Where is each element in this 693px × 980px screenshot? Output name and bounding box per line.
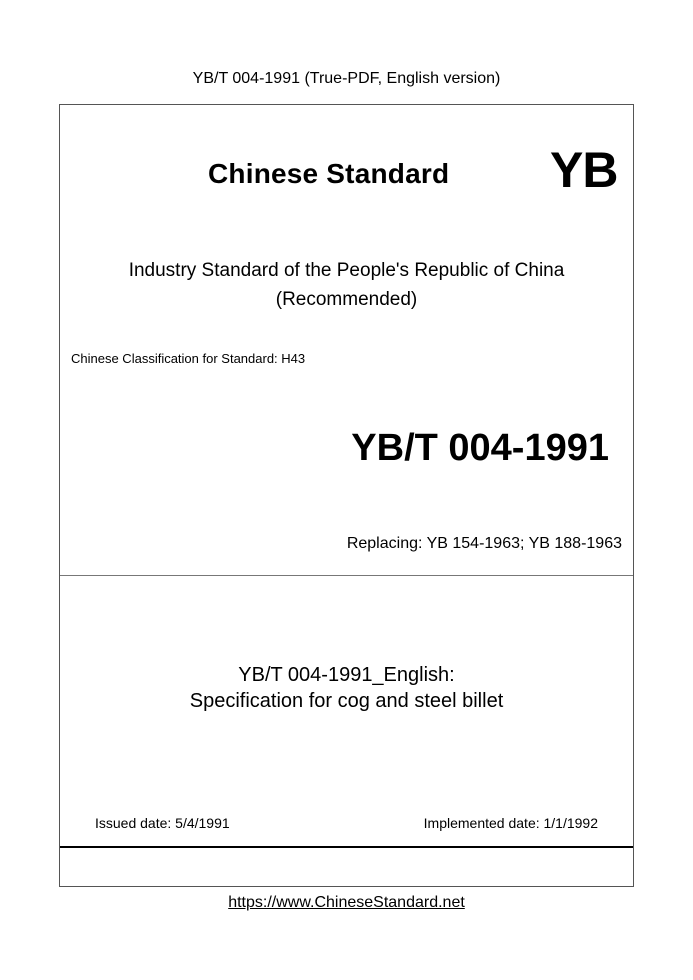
yb-logo: YB: [550, 142, 618, 198]
cover-frame: [59, 104, 634, 887]
website-link[interactable]: https://www.ChineseStandard.net: [228, 894, 465, 911]
recommended-label: (Recommended): [275, 289, 418, 310]
chinese-standard-heading: Chinese Standard: [208, 158, 450, 189]
standard-number: YB/T 004-1991: [351, 427, 609, 469]
implemented-date: Implemented date: 1/1/1992: [423, 815, 598, 831]
page-header-title: YB/T 004-1991 (True-PDF, English version): [192, 70, 501, 87]
replacing-text: Replacing: YB 154-1963; YB 188-1963: [346, 535, 622, 552]
document-title-line-2: Specification for cog and steel billet: [189, 690, 504, 712]
document-title-line-1: YB/T 004-1991_English:: [238, 664, 455, 686]
issued-date: Issued date: 5/4/1991: [95, 815, 230, 831]
industry-standard-line: Industry Standard of the People's Republic of China: [128, 260, 565, 281]
cover-middle-section: [60, 576, 633, 846]
classification-text: Chinese Classification for Standard: H43: [71, 351, 306, 366]
cover-bottom-bar: [60, 846, 633, 888]
cover-top-section: [60, 105, 633, 576]
